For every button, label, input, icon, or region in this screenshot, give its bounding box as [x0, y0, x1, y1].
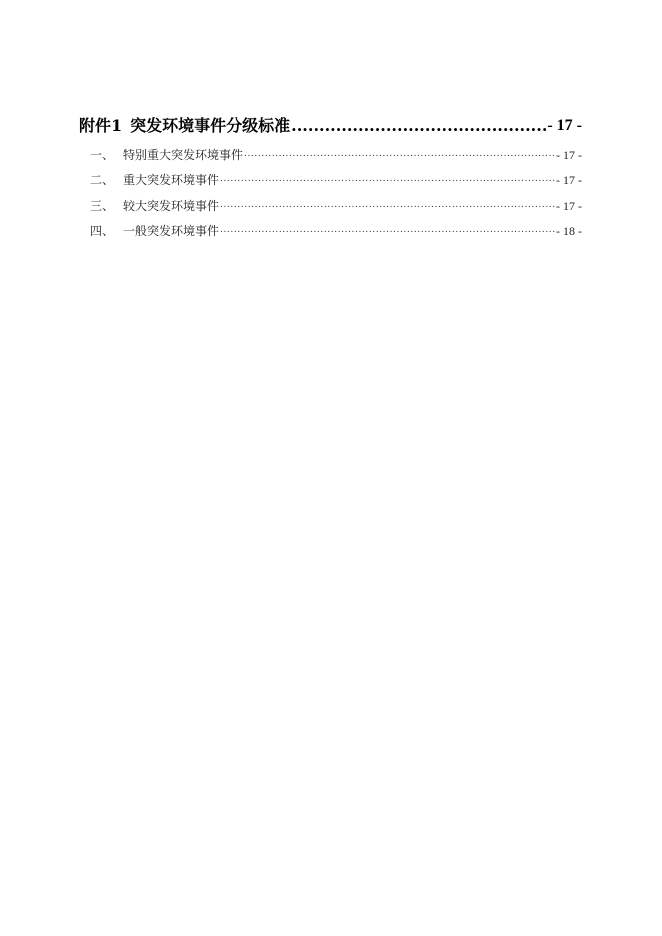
toc-item-page-number: - 17 -: [556, 173, 582, 187]
dot-leader: [220, 223, 555, 239]
toc-item-number: 一、: [90, 147, 115, 162]
dot-leader: [244, 147, 555, 163]
dot-leader: [291, 116, 546, 136]
toc-heading-title: 突发环境事件分级标准: [130, 116, 291, 135]
toc-heading-page-number: - 17 -: [547, 117, 582, 134]
table-of-contents: [79, 112, 582, 239]
toc-heading-entry[interactable]: [79, 112, 582, 136]
toc-item-page-number: - 18 -: [556, 224, 582, 238]
toc-item-2[interactable]: [79, 163, 582, 189]
toc-item-number: 三、: [90, 198, 115, 213]
toc-heading-prefix: 附件1: [79, 116, 123, 135]
toc-item-number: 二、: [90, 173, 115, 187]
toc-item-page-number: - 17 -: [556, 147, 582, 162]
toc-item-label: 较大突发环境事件: [123, 198, 220, 213]
toc-item-4[interactable]: [79, 214, 582, 240]
toc-item-page-number: - 17 -: [556, 198, 582, 213]
dot-leader: [220, 198, 555, 214]
toc-item-label: 特别重大突发环境事件: [123, 147, 244, 162]
toc-item-label: 一般突发环境事件: [123, 224, 220, 238]
toc-item-list: [79, 137, 582, 239]
toc-item-number: 四、: [90, 224, 115, 238]
dot-leader: [220, 172, 555, 188]
toc-item-3[interactable]: [79, 188, 582, 214]
toc-item-label: 重大突发环境事件: [123, 173, 220, 187]
toc-item-1[interactable]: [79, 137, 582, 163]
